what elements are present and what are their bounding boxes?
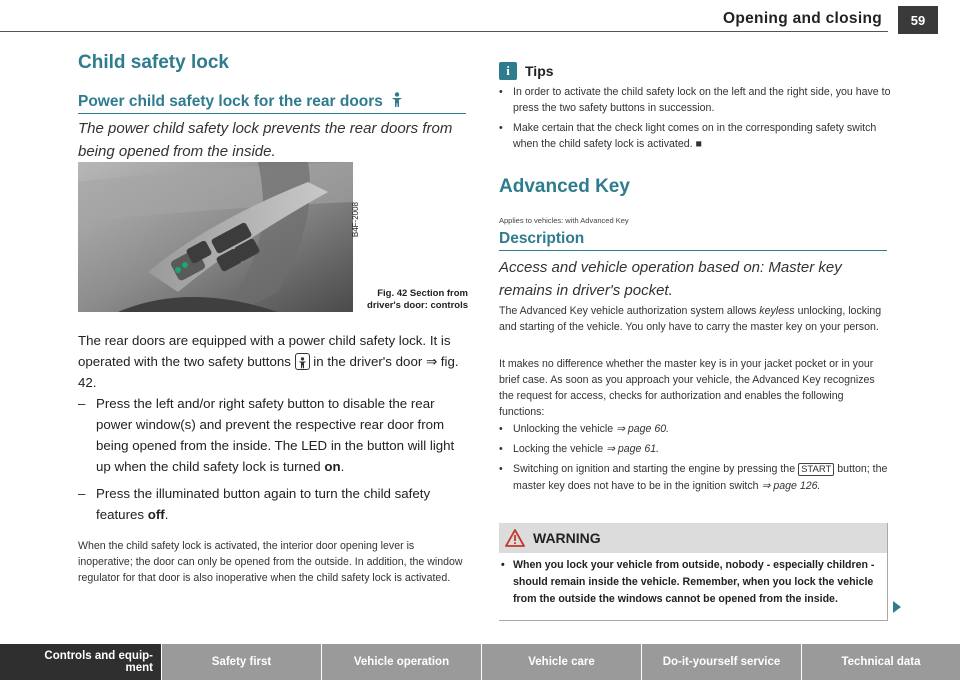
section-title-advanced-key: Advanced Key [499,176,630,197]
subsection-title-power-child-safety [78,92,403,111]
footer-tab-diy-service-label: Do-it-yourself service [662,656,781,668]
tip-item-2-text: Make certain that the check light comes on in the corresponding safety switch when the child safety lock is activated. [513,122,877,150]
info-icon: i [499,62,517,80]
footer-nav [0,644,960,680]
dash-item-2-text: Press the illuminated button again to turn the child safety features [96,486,431,522]
warning-icon [505,529,525,547]
footer-tab-controls-label: Controls and equip- ment [44,650,153,674]
advanced-key-paragraph-2: It makes no difference whether the master key is in your jacket pocket or in your brief case. As soon as you approach your vehicle, the Advanced Key recognizes the request for access, checks for authorization and enables the following functions: [499,358,875,418]
note-paragraph: When the child safety lock is activated, the interior door opening lever is inoperative; the door can only be opened from the outside. In addition, the window regulator for that door is also inoperative when the child safety lock is activated. [78,540,463,584]
end-marker: ■ [695,138,702,150]
fig-ref-link[interactable]: ⇒ fig. 42. [78,354,459,390]
dash-item-1: – Press the left and/or right safety button to disable the rear power window(s) and prevent the respective rear door from being opened from the inside. The LED in the button will light up when the child safety lock is turned on. [78,393,468,477]
function-item-lock-text: Locking the vehicle [513,443,604,455]
advanced-key-paragraph-1 [499,303,889,335]
section-title-child-safety-lock: Child safety lock [78,52,229,73]
footer-tab-technical-data[interactable] [802,644,960,680]
function-item-unlock [499,421,903,437]
subsection-title-text: Power child safety lock for the rear doors [78,93,383,110]
page-number: 59 [898,6,938,34]
dash-item-1-strong: on [324,459,341,474]
start-key-label: START [798,463,834,476]
dash-item-1-text: Press the left and/or right safety button to disable the rear power window(s) and prevent the respective rear door from being opened from the inside. The LED in the button will light up when the child safety lock is turned [96,396,455,474]
footer-tab-diy-service[interactable] [642,644,802,680]
footer-tab-technical-data-label: Technical data [841,656,921,668]
function-item-ignition [499,461,903,494]
footer-tab-safety-label: Safety first [211,656,272,668]
advanced-key-intro: Access and vehicle operation based on: Master key remains in driver's pocket. [499,259,842,299]
warning-box [499,523,888,621]
footer-tab-vehicle-care[interactable] [482,644,642,680]
body-paragraph-1-text: The rear doors are equipped with a power child safety lock. It is operated with the two safety buttons [78,333,451,369]
page-ref-60[interactable]: ⇒ page 60. [616,423,670,435]
function-item-ignition-text-a: Switching on ignition and starting the engine by pressing the [513,463,796,475]
tip-item-1: • In order to activate the child safety lock on the left and the right side, you have to press the two safety buttons in succession. [499,84,901,116]
subsection-title-description: Description [499,230,585,247]
warning-label: WARNING [533,530,601,546]
continue-arrow-icon [893,601,901,613]
body-paragraph-1 [78,330,470,393]
footer-tab-vehicle-care-label: Vehicle care [528,656,595,668]
advanced-key-p1-b: unlocking, locking and starting of the vehicle. You only have to carry the master key on your person. [499,305,882,333]
warning-text: • When you lock your vehicle from outside, nobody - especially children - should remain inside the vehicle. Remember, when you lock the vehicle from the outside the windows cannot be opened from the inside. [499,557,884,608]
page-ref-61[interactable]: ⇒ page 61. [606,443,660,455]
function-item-lock [499,441,903,457]
dash-item-2-strong: off [147,507,165,522]
function-item-unlock-text: Unlocking the vehicle [513,423,614,435]
footer-tab-controls[interactable] [0,644,162,680]
body-paragraph-1-text-b: in the driver's door [313,354,423,369]
door-controls-illustration [78,162,353,312]
running-header: Opening and closing [723,10,882,27]
tips-label: Tips [525,63,554,79]
subsection-rule [78,113,466,114]
subsection-rule-description [499,250,887,251]
footer-tab-vehicle-operation-label: Vehicle operation [353,656,450,668]
footer-tab-vehicle-operation[interactable] [322,644,482,680]
figure-caption-line2: driver's door: controls [367,300,468,311]
child-lock-button-icon [295,353,310,370]
advanced-key-p1-a: The Advanced Key vehicle authorization system allows [499,305,757,317]
figure-caption-line1: Fig. 42 Section from [377,288,468,299]
tips-heading [499,62,554,80]
warning-header [499,523,887,553]
tip-item-2 [499,120,901,152]
dash-item-2: – Press the illuminated button again to turn the child safety features off. [78,483,468,525]
footer-tab-safety[interactable] [162,644,322,680]
advanced-key-p1-em: keyless [759,305,795,317]
header-rule [0,31,888,32]
figure-caption [358,288,468,312]
figure-door-controls [78,162,360,312]
page-ref-126[interactable]: ⇒ page 126. [761,480,821,492]
function-item-ignition-text-b: button; the master key does not have to be in the ignition switch [513,463,888,492]
intro-text: The power child safety lock prevents the rear doors from being opened from the inside. [78,120,453,160]
figure-image-code: B4F-2008 [351,202,360,238]
applies-to-label: Applies to vehicles: with Advanced Key [499,216,629,225]
child-icon [391,92,403,108]
